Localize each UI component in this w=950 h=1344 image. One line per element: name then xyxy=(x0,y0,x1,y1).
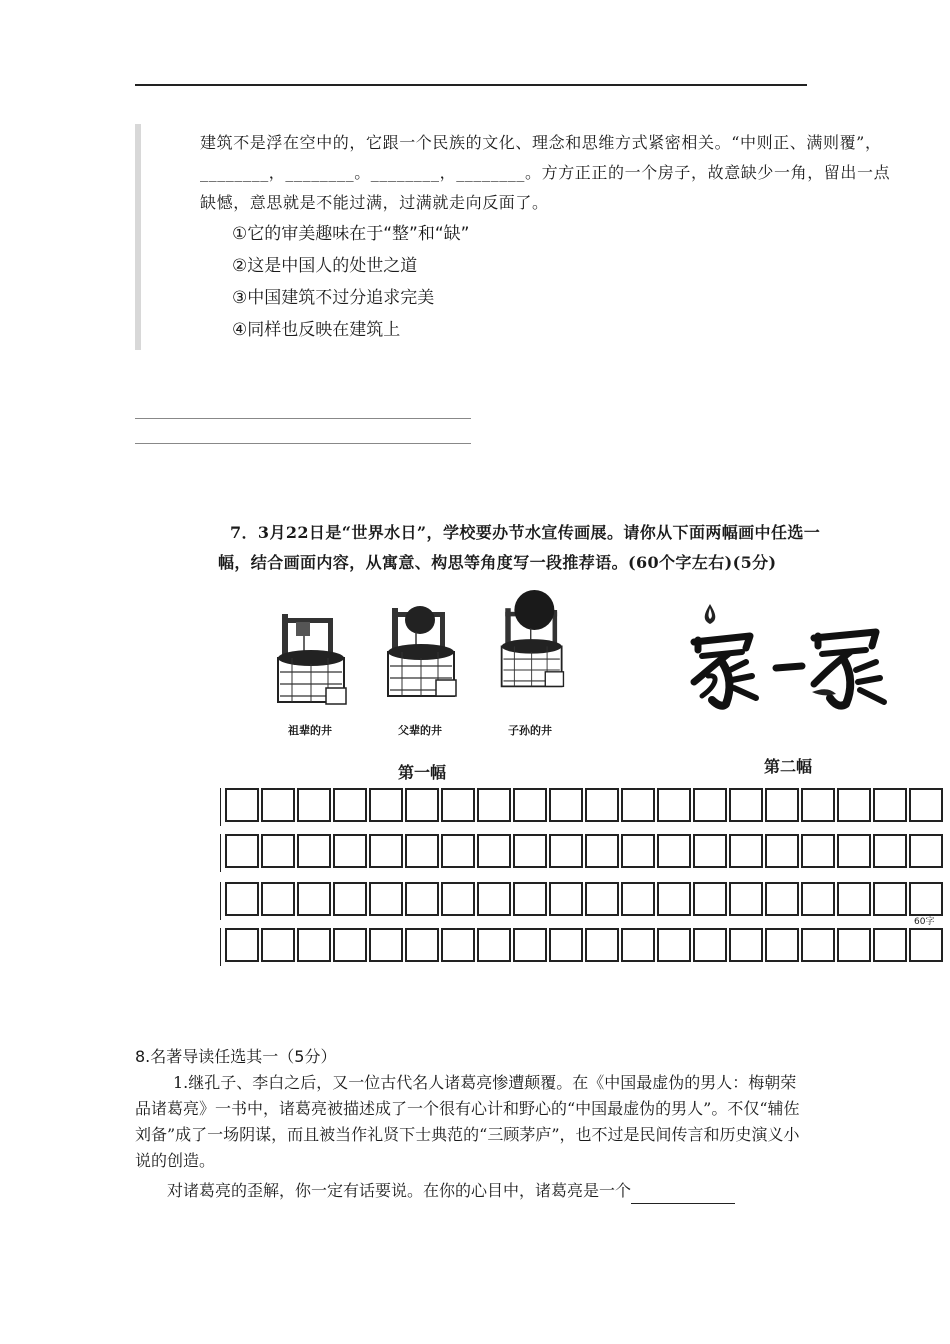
writing-grid-cell[interactable] xyxy=(477,834,511,868)
question-7-line: 幅，结合画面内容，从寓意、构思等角度写一段推荐语。(60个字左右)(5分) xyxy=(218,553,777,572)
writing-grid-cell[interactable] xyxy=(261,788,295,822)
writing-grid-cell[interactable] xyxy=(261,834,295,868)
answer-line[interactable] xyxy=(135,418,471,419)
writing-grid-cell[interactable] xyxy=(477,788,511,822)
figure-1-caption: 第一幅 xyxy=(398,763,447,782)
grid-count-mark: 60字 xyxy=(914,917,935,927)
writing-grid-cell[interactable] xyxy=(801,834,835,868)
writing-grid-cell[interactable] xyxy=(873,788,907,822)
writing-grid-cell[interactable] xyxy=(801,882,835,916)
writing-grid-cell[interactable] xyxy=(837,788,871,822)
option-item: ③中国建筑不过分追求完美 xyxy=(232,288,435,308)
writing-grid-cell[interactable] xyxy=(549,834,583,868)
question-7 xyxy=(218,518,943,578)
writing-grid-cell[interactable] xyxy=(801,928,835,962)
writing-grid-cell[interactable] xyxy=(657,788,691,822)
writing-grid-cell[interactable] xyxy=(801,788,835,822)
writing-grid-cell[interactable] xyxy=(621,788,655,822)
writing-grid-cell[interactable] xyxy=(837,834,871,868)
passage-text: 建筑不是浮在空中的，它跟一个民族的文化、理念和思维方式紧密相关。“中则正、满则覆”，________，________。________，________。方方正正的一个房子，故意缺少一角，留出一点缺憾，意思就是不能过满，过满就走向反面了。 xyxy=(200,133,891,212)
writing-grid-cell[interactable] xyxy=(621,928,655,962)
writing-grid-cell[interactable] xyxy=(549,788,583,822)
writing-grid-cell[interactable] xyxy=(513,788,547,822)
writing-grid-cell[interactable] xyxy=(513,928,547,962)
writing-grid-cell[interactable] xyxy=(657,928,691,962)
writing-grid-cell[interactable] xyxy=(729,882,763,916)
answer-line[interactable] xyxy=(135,443,471,444)
writing-grid-cell[interactable] xyxy=(549,928,583,962)
passage-block xyxy=(200,128,895,218)
writing-grid-cell[interactable] xyxy=(405,882,439,916)
writing-grid-cell[interactable] xyxy=(621,882,655,916)
writing-grid-cell[interactable] xyxy=(333,928,367,962)
writing-grid-cell[interactable] xyxy=(873,882,907,916)
writing-grid-cell[interactable] xyxy=(909,834,943,868)
figure-2-caption: 第二幅 xyxy=(764,757,813,776)
writing-grid-cell[interactable] xyxy=(441,788,475,822)
writing-grid-cell[interactable] xyxy=(873,834,907,868)
writing-grid-cell[interactable] xyxy=(333,788,367,822)
writing-grid-cell[interactable] xyxy=(225,834,259,868)
question-8-prompt-line xyxy=(135,1178,807,1204)
option-list xyxy=(232,218,469,346)
writing-grid-cell[interactable] xyxy=(297,788,331,822)
top-rule xyxy=(135,84,807,86)
writing-grid-cell[interactable] xyxy=(765,882,799,916)
question-7-line: 7．3月22日是“世界水日”，学校要办节水宣传画展。请你从下面两幅画中任选一 xyxy=(230,523,821,542)
writing-grid-cell[interactable] xyxy=(441,928,475,962)
writing-grid-cell[interactable] xyxy=(909,882,943,916)
writing-grid-cell[interactable] xyxy=(477,882,511,916)
option-item: ④同样也反映在建筑上 xyxy=(232,320,401,340)
well-caption: 子孙的井 xyxy=(508,724,552,737)
writing-grid-cell[interactable] xyxy=(837,882,871,916)
writing-grid-cell[interactable] xyxy=(765,834,799,868)
writing-grid-cell[interactable] xyxy=(729,928,763,962)
writing-grid-row xyxy=(220,928,943,966)
writing-grid-cell[interactable] xyxy=(441,882,475,916)
question-8-paragraph: 1.继孔子、李白之后，又一位古代名人诸葛亮惨遭颠覆。在《中国最虚伪的男人：梅朝荣品诸葛亮》一书中，诸葛亮被描述成了一个很有心计和野心的“中国最虚伪的男人”。不仅“辅佐刘备”成了一场阴谋，而且被当作礼贤下士典范的“三顾茅庐”，也不过是民间传言和历史演义小说的创造。 xyxy=(135,1073,800,1170)
writing-grid-cell[interactable] xyxy=(405,834,439,868)
writing-grid-cell[interactable] xyxy=(657,882,691,916)
writing-grid-cell[interactable] xyxy=(261,928,295,962)
writing-grid-cell[interactable] xyxy=(297,834,331,868)
option-item: ①它的审美趣味在于“整”和“缺” xyxy=(232,224,470,244)
writing-grid-cell[interactable] xyxy=(369,788,403,822)
writing-grid-cell[interactable] xyxy=(657,834,691,868)
writing-grid-cell[interactable] xyxy=(585,788,619,822)
writing-grid-cell[interactable] xyxy=(693,928,727,962)
well-caption: 祖辈的井 xyxy=(288,724,332,737)
writing-grid-cell[interactable] xyxy=(297,882,331,916)
writing-grid-cell[interactable] xyxy=(909,928,943,962)
writing-grid-cell[interactable] xyxy=(441,834,475,868)
writing-grid-cell[interactable] xyxy=(513,834,547,868)
writing-grid-cell[interactable] xyxy=(477,928,511,962)
calligraphy-jia-icon xyxy=(680,604,890,716)
scan-margin-bar xyxy=(135,124,141,350)
writing-grid-cell[interactable] xyxy=(729,834,763,868)
writing-grid-cell[interactable] xyxy=(585,928,619,962)
well-caption: 父辈的井 xyxy=(398,724,442,737)
writing-grid-row xyxy=(220,788,943,826)
question-8-prompt: 对诸葛亮的歪解，你一定有话要说。在你的心目中，诸葛亮是一个 xyxy=(167,1181,632,1200)
writing-grid-cell[interactable] xyxy=(693,788,727,822)
writing-grid-cell[interactable] xyxy=(765,788,799,822)
question-8-title: 8.名著导读任选其一（5分） xyxy=(135,1047,337,1066)
writing-grid-cell[interactable] xyxy=(693,834,727,868)
writing-grid-cell[interactable] xyxy=(369,928,403,962)
well-icon xyxy=(268,612,360,712)
writing-grid-row xyxy=(220,834,943,872)
writing-grid-cell[interactable] xyxy=(549,882,583,916)
writing-grid-cell[interactable] xyxy=(225,882,259,916)
writing-grid-cell[interactable] xyxy=(297,928,331,962)
writing-grid-cell[interactable] xyxy=(909,788,943,822)
well-icon xyxy=(380,600,472,700)
writing-grid-cell[interactable] xyxy=(765,928,799,962)
writing-grid-cell[interactable] xyxy=(225,928,259,962)
writing-grid-cell[interactable] xyxy=(837,928,871,962)
option-item: ②这是中国人的处世之道 xyxy=(232,256,418,276)
writing-grid-cell[interactable] xyxy=(621,834,655,868)
writing-grid-cell[interactable] xyxy=(369,834,403,868)
writing-grid-cell[interactable] xyxy=(333,834,367,868)
writing-grid-cell[interactable] xyxy=(333,882,367,916)
writing-grid-cell[interactable] xyxy=(729,788,763,822)
writing-grid-cell[interactable] xyxy=(225,788,259,822)
writing-grid-cell[interactable] xyxy=(369,882,403,916)
question-8-body xyxy=(135,1070,807,1174)
writing-grid-row xyxy=(220,882,943,920)
answer-blank[interactable] xyxy=(631,1187,735,1204)
writing-grid-cell[interactable] xyxy=(585,834,619,868)
writing-grid-cell[interactable] xyxy=(585,882,619,916)
writing-grid-cell[interactable] xyxy=(873,928,907,962)
writing-grid-cell[interactable] xyxy=(693,882,727,916)
writing-grid-cell[interactable] xyxy=(261,882,295,916)
writing-grid-cell[interactable] xyxy=(513,882,547,916)
writing-grid-cell[interactable] xyxy=(405,928,439,962)
well-icon xyxy=(492,590,584,690)
writing-grid-cell[interactable] xyxy=(405,788,439,822)
